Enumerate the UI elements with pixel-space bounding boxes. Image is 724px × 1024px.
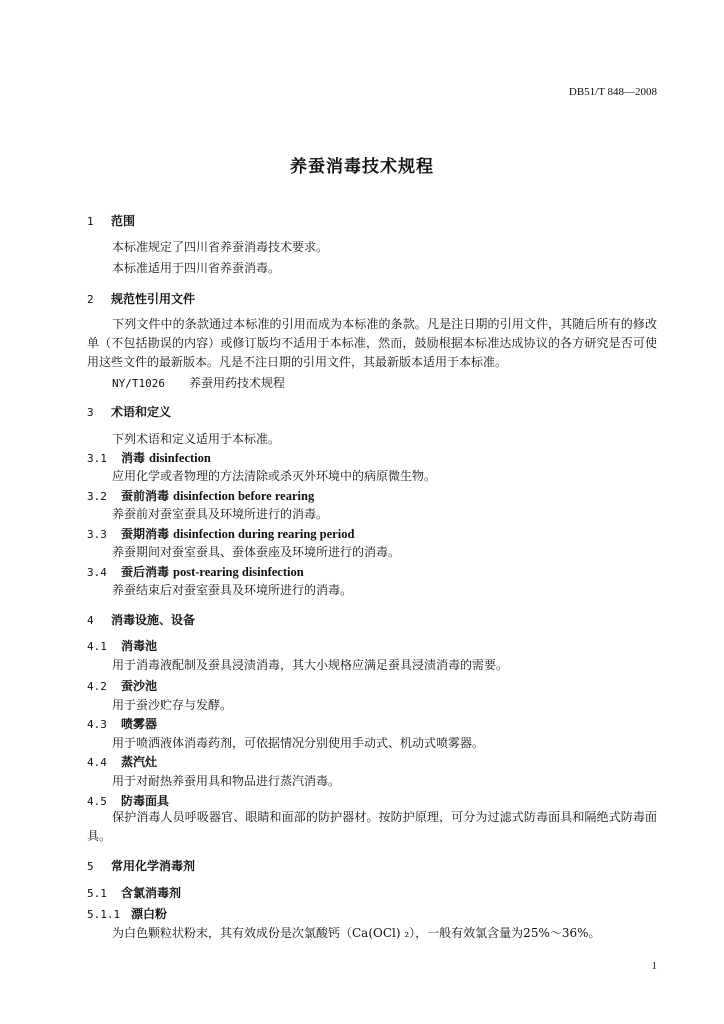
term-number: 3.3 xyxy=(87,528,107,541)
term-en: post-rearing disinfection xyxy=(173,565,304,579)
section-title: 术语和定义 xyxy=(111,405,172,419)
section-title: 范围 xyxy=(111,214,136,228)
section-title: 规范性引用文件 xyxy=(111,292,196,306)
subsection-title: 漂白粉 xyxy=(131,907,168,921)
section-3-heading xyxy=(87,403,171,420)
term-definition: 养蚕结束后对蚕室蚕具及环境所进行的消毒。 xyxy=(112,583,353,597)
term-heading xyxy=(87,449,211,466)
paragraph-text: 保护消毒人员呼吸器官、眼睛和面部的防护器材。按防护原理，可分为过滤式防毒面具和隔绝式防毒面具。 xyxy=(87,810,657,843)
page-title: 养蚕消毒技术规程 xyxy=(290,157,434,177)
term-definition: 养蚕期间对蚕室蚕具、蚕体蚕座及环境所进行的消毒。 xyxy=(112,545,401,559)
paragraph-text: 下列文件中的条款通过本标准的引用而成为本标准的条款。凡是注日期的引用文件，其随后所有的修改单（不包括勘误的内容）或修订版均不适用于本标准，然而，鼓励根据本标准达成协议的各方研究是否可使用这些文件的最新版本。凡是不注日期的引用文件，其最新版本适用于本标准。 xyxy=(87,317,657,369)
subsection-heading xyxy=(87,753,157,770)
section-title: 常用化学消毒剂 xyxy=(111,859,196,873)
normative-reference xyxy=(112,374,285,391)
paragraph: 下列术语和定义适用于本标准。 xyxy=(112,432,281,446)
paragraph: 用于消毒液配制及蚕具浸渍消毒，其大小规格应满足蚕具浸渍消毒的需要。 xyxy=(112,658,509,672)
subsection-heading xyxy=(87,715,157,732)
document-code: DB51/T 848—2008 xyxy=(568,86,657,98)
reference-title: 养蚕用药技术规程 xyxy=(188,376,285,390)
term-en: disinfection before rearing xyxy=(173,489,315,503)
section-number: 1 xyxy=(87,215,94,228)
section-number: 3 xyxy=(87,406,94,419)
paragraph: 本标准适用于四川省养蚕消毒。 xyxy=(112,261,281,275)
subsection-heading xyxy=(87,677,157,694)
term-number: 3.2 xyxy=(87,490,107,503)
subsection-number: 4.3 xyxy=(87,718,107,731)
subsection-title: 蒸汽灶 xyxy=(121,755,158,769)
section-5-heading xyxy=(87,857,195,874)
term-en: disinfection during rearing period xyxy=(173,527,355,541)
section-title: 消毒设施、设备 xyxy=(111,613,196,627)
paragraph: 为白色颗粒状粉末，其有效成份是次氯酸钙（Ca(OCl) ₂），一般有效氯含量为25%～36%。 xyxy=(112,926,601,940)
section-number: 5 xyxy=(87,860,94,873)
term-zh: 蚕期消毒 xyxy=(121,527,170,541)
section-number: 4 xyxy=(87,614,94,627)
section-4-heading xyxy=(87,611,195,628)
subsection-number: 5.1.1 xyxy=(87,908,121,921)
subsection-heading xyxy=(87,884,181,901)
subsection-title: 防毒面具 xyxy=(121,794,170,808)
term-number: 3.4 xyxy=(87,566,107,579)
section-1-heading xyxy=(87,212,135,229)
subsection-heading xyxy=(87,637,157,654)
subsection-number: 4.1 xyxy=(87,640,107,653)
term-heading xyxy=(87,563,304,580)
subsection-title: 喷雾器 xyxy=(121,717,158,731)
subsection-number: 5.1 xyxy=(87,887,107,900)
term-heading xyxy=(87,525,354,542)
section-number: 2 xyxy=(87,293,94,306)
term-zh: 蚕后消毒 xyxy=(121,565,170,579)
subsection-title: 含氯消毒剂 xyxy=(121,886,182,900)
reference-code: NY/T1026 xyxy=(112,377,165,390)
term-zh: 消毒 xyxy=(121,451,146,465)
paragraph: 本标准规定了四川省养蚕消毒技术要求。 xyxy=(112,240,329,254)
subsection-title: 蚕沙池 xyxy=(121,679,158,693)
section-2-heading xyxy=(87,290,195,307)
subsection-heading xyxy=(87,792,169,809)
term-en: disinfection xyxy=(149,451,211,465)
paragraph: 用于喷洒液体消毒药剂，可依据情况分别使用手动式、机动式喷雾器。 xyxy=(112,736,485,750)
subsection-number: 4.5 xyxy=(87,795,107,808)
page-number: 1 xyxy=(651,960,657,972)
term-zh: 蚕前消毒 xyxy=(121,489,170,503)
subsection-title: 消毒池 xyxy=(121,639,158,653)
paragraph xyxy=(87,808,657,846)
paragraph xyxy=(87,315,657,372)
term-number: 3.1 xyxy=(87,452,107,465)
paragraph: 用于蚕沙贮存与发酵。 xyxy=(112,698,233,712)
subsection-number: 4.2 xyxy=(87,680,107,693)
term-definition: 应用化学或者物理的方法清除或杀灭外环境中的病原微生物。 xyxy=(112,469,437,483)
subsection-number: 4.4 xyxy=(87,756,107,769)
term-heading xyxy=(87,487,314,504)
term-definition: 养蚕前对蚕室蚕具及环境所进行的消毒。 xyxy=(112,507,329,521)
subsubsection-heading xyxy=(87,905,167,922)
paragraph: 用于对耐热养蚕用具和物品进行蒸汽消毒。 xyxy=(112,774,341,788)
